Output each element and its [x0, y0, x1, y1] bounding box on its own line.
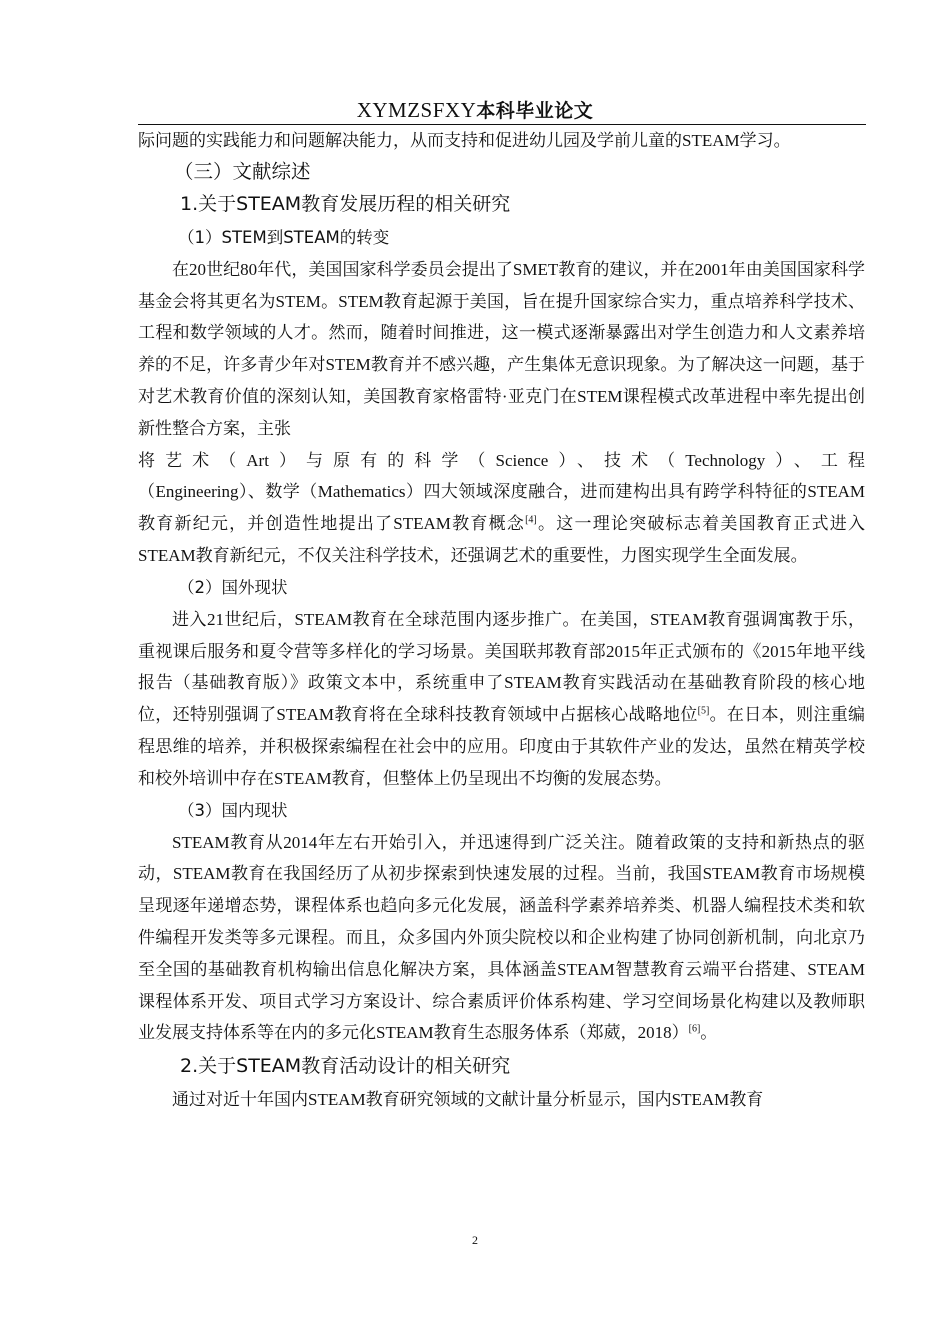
paragraph-1c-text: （Engineering）、数学（Mathematics）四大领域深度融合，进而建构出具有跨学科特征的STEAM教育新纪元，并创造性地提出了STEAM教育概念	[138, 482, 865, 534]
citation-6: [6]	[688, 1023, 701, 1035]
page-header	[0, 96, 950, 123]
subsection-1-2-heading: （2）国外现状	[178, 577, 288, 597]
paragraph-1d-text: 。这一理论突破标志着美国教育正式进入STEAM教育新纪元，不仅关注科学技术，还强调艺术的重要性，力图实现学生全面发展。	[138, 514, 865, 565]
paragraph-2b-text: 。在日本，则注重编程思维的培养，并积极探索编程在社会中的应用。印度由于其软件产业的发达，虽然在精英学校和校外培训中存在STEAM教育，但整体上仍呈现出不均衡的发展态势。	[138, 705, 865, 788]
subsection-1-heading: 1.关于STEAM教育发展历程的相关研究	[180, 192, 511, 215]
paragraph-2a-text: 进入21世纪后，STEAM教育在全球范围内逐步推广。在美国，STEAM教育强调寓教于乐，重视课后服务和夏令营等多样化的学习场景。美国联邦教育部2015年正式颁布的《2015年地平线报告（基础教育版）》政策文本中，系统重申了STEAM教育实践活动在基础教育阶段的核心地位，还特别强调了STEAM教育将在全球科技教育领域中占据核心战略地位	[138, 609, 865, 725]
paragraph-1b: 将艺术（Art）与原有的科学（Science）、技术（Technology）、工程	[138, 450, 865, 470]
subsection-1-1-heading: （1）STEM到STEAM的转变	[178, 227, 390, 247]
paragraph-3a-text: STEAM教育从2014年左右开始引入，并迅速得到广泛关注。随着政策的支持和新热点的驱动，STEAM教育在我国经历了从初步探索到快速发展的过程。当前，我国STEAM教育市场规模呈现逐年递增态势，课程体系也趋向多元化发展，涵盖科学素养培养类、机器人编程技术类和软件编程开发类等多元课程。而且，众多国内外顶尖院校以和企业构建了协同创新机制，向北京乃至全国的基础教育机构输出信息化解决方案，具体涵盖STEAM智慧教育云端平台搭建、STEAM课程体系开发、项目式学习方案设计、综合素质评价体系构建、学习空间场景化构建以及教师职业发展支持体系等在内的多元化STEAM教育生态服务体系（郑葳，2018）	[138, 832, 865, 1043]
paragraph-4: 通过对近十年国内STEAM教育研究领域的文献计量分析显示，国内STEAM教育	[172, 1090, 764, 1110]
page-number: 2	[472, 1233, 478, 1247]
paragraph-3	[138, 827, 865, 1050]
header-code: XYMZSFXY	[356, 98, 477, 122]
header-title: 本科毕业论文	[476, 100, 594, 122]
paragraph-1c	[138, 476, 865, 571]
section-heading: （三）文献综述	[174, 159, 311, 183]
citation-4: [4]	[525, 514, 537, 526]
intro-tail-paragraph: 际问题的实践能力和问题解决能力，从而支持和促进幼儿园及学前儿童的STEAM学习。	[138, 131, 791, 150]
subsection-1-3-heading: （3）国内现状	[178, 800, 288, 820]
paragraph-1a: 在20世纪80年代，美国国家科学委员会提出了SMET教育的建议，并在2001年由美国国家科学基金会将其更名为STEM。STEM教育起源于美国，旨在提升国家综合实力，重点培养科学技术、工程和数学领域的人才。然而，随着时间推进，这一模式逐渐暴露出对学生创造力和人文素养培养的不足，许多青少年对STEM教育并不感兴趣，产生集体无意识现象。为了解决这一问题，基于对艺术教育价值的深刻认知，美国教育家格雷特·亚克门在STEM课程模式改革进程中率先提出创新性整合方案，主张	[138, 259, 865, 438]
document-body	[138, 125, 865, 1116]
subsection-2-heading: 2.关于STEAM教育活动设计的相关研究	[180, 1055, 511, 1078]
paragraph-2	[138, 604, 865, 795]
paragraph-3b-text: 。	[700, 1023, 718, 1043]
citation-5: [5]	[697, 705, 710, 717]
